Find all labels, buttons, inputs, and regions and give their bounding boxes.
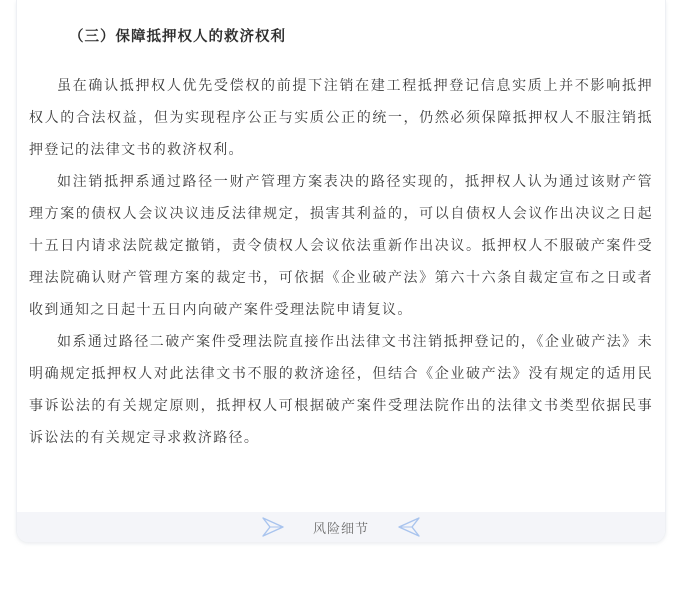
paragraph-1: 虽在确认抵押权人优先受偿权的前提下注销在建工程抵押登记信息实质上并不影响抵押权人的合法权益，但为实现程序公正与实质公正的统一，仍然必须保障抵押权人不服注销抵押登记的法律文书的救济权利。 <box>29 78 653 158</box>
arrow-left-icon <box>397 516 421 538</box>
article-content <box>29 22 653 454</box>
article-card <box>16 0 666 542</box>
footer-bar <box>17 512 665 542</box>
paragraph-2: 如注销抵押系通过路径一财产管理方案表决的路径实现的，抵押权人认为通过该财产管理方案的债权人会议决议违反法律规定，损害其利益的，可以自债权人会议作出决议之日起十五日内请求法院裁定撤销，责令债权人会议依法重新作出决议。抵押权人不服破产案件受理法院确认财产管理方案的裁定书，可依据《企业破产法》第六十六条自裁定宣布之日或者收到通知之日起十五日内向破产案件受理法院申请复议。 <box>29 174 653 318</box>
paragraph-3: 如系通过路径二破产案件受理法院直接作出法律文书注销抵押登记的，《企业破产法》未明确规定抵押权人对此法律文书不服的救济途径，但结合《企业破产法》没有规定的适用民事诉讼法的有关规定原则，抵押权人可根据破产案件受理法院作出的法律文书类型依据民事诉讼法的有关规定寻求救济路径。 <box>29 334 653 446</box>
footer-inner <box>17 512 665 542</box>
arrow-right-icon <box>261 516 285 538</box>
section-heading: （三）保障抵押权人的救济权利 <box>69 29 286 45</box>
footer-label: 风险细节 <box>312 521 369 537</box>
